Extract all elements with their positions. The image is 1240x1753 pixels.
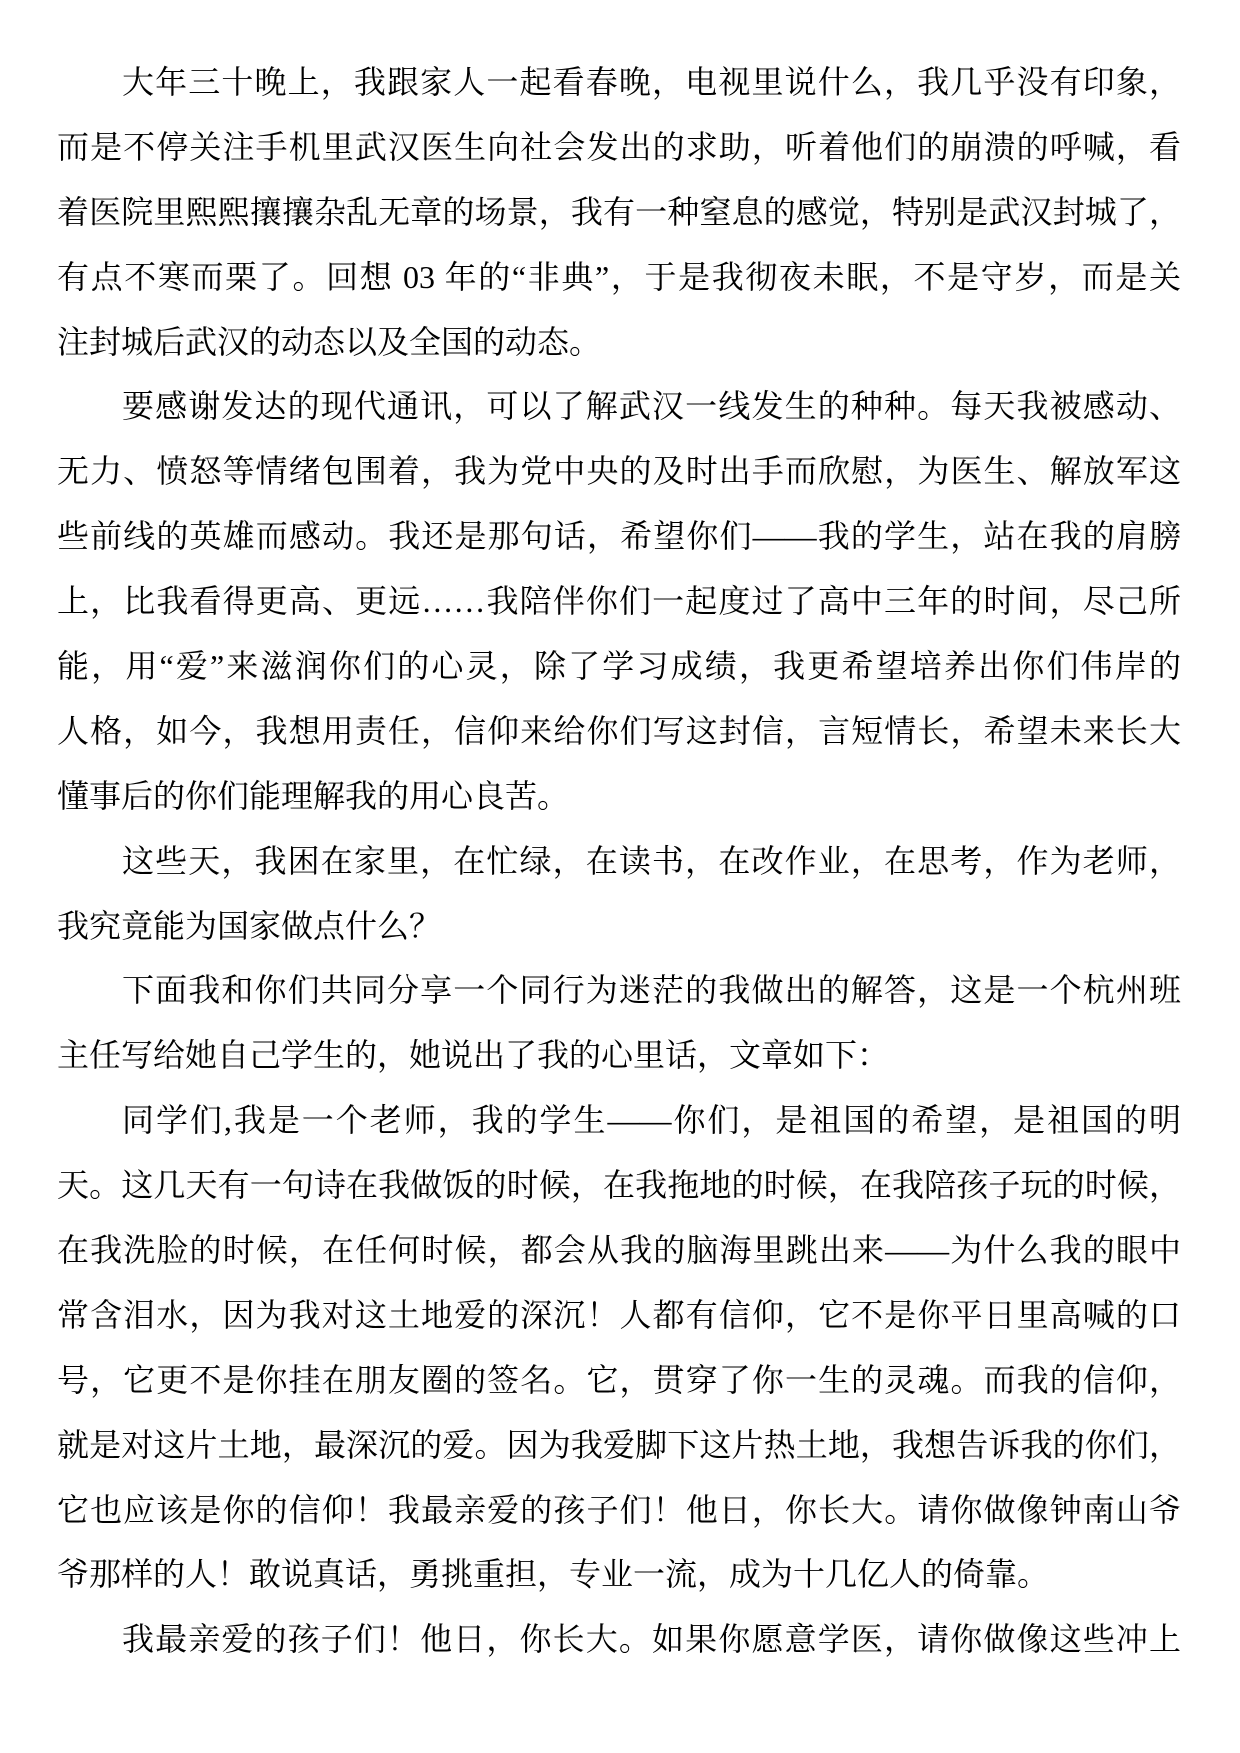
- text-line: 无力、愤怒等情绪包围着，我为党中央的及时出手而欣慰，为医生、解放军这: [57, 453, 1181, 490]
- text-line: 下面我和你们共同分享一个同行为迷茫的我做出的解答，这是一个杭州班: [122, 972, 1181, 1009]
- document-body: [57, 50, 1181, 1672]
- text-line: 同学们,我是一个老师，我的学生——你们，是祖国的希望，是祖国的明: [122, 1102, 1181, 1139]
- paragraph: [57, 1607, 1181, 1672]
- text-line: 有点不寒而栗了。回想 03 年的“非典”，于是我彻夜未眠，不是守岁，而是关: [57, 258, 1181, 295]
- text-line: 能，用“爱”来滋润你们的心灵，除了学习成绩，我更希望培养出你们伟岸的: [57, 648, 1181, 685]
- text-line: 懂事后的你们能理解我的用心良苦。: [57, 777, 570, 814]
- text-line: 些前线的英雄而感动。我还是那句话，希望你们——我的学生，站在我的肩膀: [57, 518, 1181, 555]
- text-line: 我究竟能为国家做点什么？: [57, 907, 442, 944]
- paragraph: [57, 829, 1181, 959]
- paragraph: [57, 1088, 1181, 1607]
- text-line: 这些天，我困在家里，在忙绿，在读书，在改作业，在思考，作为老师，: [122, 842, 1181, 879]
- text-line: 常含泪水，因为我对这土地爱的深沉！人都有信仰，它不是你平日里高喊的口: [57, 1296, 1181, 1333]
- paragraph: [57, 374, 1181, 828]
- text-line: 上，比我看得更高、更远……我陪伴你们一起度过了高中三年的时间，尽己所: [57, 583, 1181, 620]
- paragraph: [57, 958, 1181, 1088]
- text-line: 号，它更不是你挂在朋友圈的签名。它，贯穿了你一生的灵魂。而我的信仰，: [57, 1361, 1181, 1398]
- paragraph: [57, 50, 1181, 374]
- text-line: 主任写给她自己学生的，她说出了我的心里话，文章如下：: [57, 1037, 890, 1074]
- text-line: 它也应该是你的信仰！我最亲爱的孩子们！他日，你长大。请你做像钟南山爷: [57, 1491, 1181, 1528]
- text-line: 大年三十晚上，我跟家人一起看春晚，电视里说什么，我几乎没有印象，: [122, 64, 1181, 100]
- text-line: 着医院里熙熙攘攘杂乱无章的场景，我有一种窒息的感觉，特别是武汉封城了，: [57, 193, 1181, 230]
- text-line: 人格，如今，我想用责任，信仰来给你们写这封信，言短情长，希望未来长大: [57, 712, 1181, 749]
- text-line: 而是不停关注手机里武汉医生向社会发出的求助，听着他们的崩溃的呼喊，看: [57, 128, 1181, 165]
- text-line: 就是对这片土地，最深沉的爱。因为我爱脚下这片热土地，我想告诉我的你们，: [57, 1426, 1181, 1463]
- text-line: 在我洗脸的时候，在任何时候，都会从我的脑海里跳出来——为什么我的眼中: [57, 1232, 1181, 1269]
- text-line: 爷那样的人！敢说真话，勇挑重担，专业一流，成为十几亿人的倚靠。: [57, 1556, 1050, 1593]
- text-line: 注封城后武汉的动态以及全国的动态。: [57, 323, 602, 360]
- text-line: 要感谢发达的现代通讯，可以了解武汉一线发生的种种。每天我被感动、: [122, 388, 1181, 425]
- text-line: 我最亲爱的孩子们！他日，你长大。如果你愿意学医，请你做像这些冲上: [122, 1621, 1181, 1658]
- text-line: 天。这几天有一句诗在我做饭的时候，在我拖地的时候，在我陪孩子玩的时候，: [57, 1167, 1181, 1204]
